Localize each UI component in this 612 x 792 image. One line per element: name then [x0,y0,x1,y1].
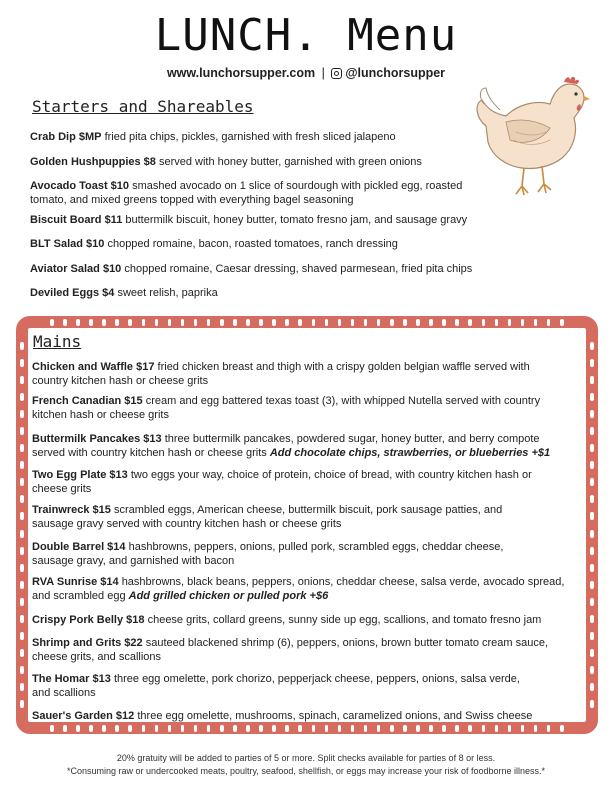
border-dot [590,495,594,503]
border-dot [20,444,24,452]
border-dot [298,319,302,326]
addon-text: Add chocolate chips, strawberries, or blueberries +$1 [269,447,551,459]
starter-item: Crab Dip $MP fried pita chips, pickles, garnished with fresh sliced jalapeno [30,131,396,143]
border-dot [468,319,472,326]
border-dot [455,725,459,732]
border-dot [351,725,355,732]
border-dot [298,725,302,732]
border-dot [590,427,594,435]
border-dot [403,319,407,326]
border-dot [50,319,54,326]
border-dot [590,512,594,520]
border-dot [377,725,381,732]
border-dot [220,319,224,326]
border-dot [590,649,594,657]
border-dot [246,725,250,732]
border-dot [20,581,24,589]
border-dot [590,444,594,452]
main-item: Double Barrel $14 hashbrowns, peppers, onions, pulled pork, scrambled eggs, cheddar cheese, sausage gravy, and garnished with bacon [32,541,504,567]
border-dot [181,319,185,326]
border-dot [20,410,24,418]
border-dot [20,461,24,469]
border-dot [272,319,276,326]
border-dot [233,319,237,326]
main-item: Shrimp and Grits $22 sauteed blackened shrimp (6), peppers, onions, brown butter tomato cream sauce, cheese grits, and scallions [32,637,549,663]
border-dot [20,495,24,503]
starter-item: Aviator Salad $10 chopped romaine, Caesar dressing, shaved parmesean, fried pita chips [30,263,473,275]
border-dot [89,725,93,732]
border-dot [442,319,446,326]
border-dot [20,649,24,657]
border-dot [560,319,564,326]
border-dot [429,725,433,732]
starter-item: Biscuit Board $11 buttermilk biscuit, honey butter, tomato fresno jam, and sausage gravy [30,214,468,226]
border-dot [20,683,24,691]
border-dots-bottom [50,722,564,734]
border-dot [285,319,289,326]
border-dot [590,598,594,606]
border-dot [590,547,594,555]
border-dot [246,319,250,326]
border-dot [508,319,512,326]
border-dot [590,359,594,367]
main-item: Chicken and Waffle $17 fried chicken breast and thigh with a crispy golden belgian waffle served with country kitchen hash or cheese grits [32,361,530,387]
gratuity-note: 20% gratuity will be added to parties of 5 or more. Split checks available for parties of 8 or less. [116,753,496,763]
border-dot [547,725,551,732]
border-dot [590,581,594,589]
border-dot [508,725,512,732]
foodborne-warning: *Consuming raw or undercooked meats, poultry, seafood, shellfish, or eggs may increase your risk of foodborne illness.* [66,766,546,776]
border-dot [534,319,538,326]
border-dot [155,319,159,326]
border-dot [468,725,472,732]
border-dot [495,725,499,732]
border-dot [128,725,132,732]
starter-item: Deviled Eggs $4 sweet relish, paprika [30,287,218,299]
starter-item: Avocado Toast $10 smashed avocado on 1 slice of sourdough with pickled egg, roasted tomato, and mixed greens topped with everything bagel seasoning [30,180,463,206]
border-dot [312,725,316,732]
border-dot [390,725,394,732]
border-dot [259,319,263,326]
border-dot [76,725,80,732]
border-dot [429,319,433,326]
addon-text: Add grilled chicken or pulled pork +$6 [128,590,329,602]
border-dot [102,725,106,732]
border-dot [455,319,459,326]
main-item: Buttermilk Pancakes $13 three buttermilk pancakes, powdered sugar, honey butter, and berry compote served with country kitchen hash or cheese grits Add chocolate chips, strawberries, or blueberries +$1 [32,433,551,459]
border-dot [590,530,594,538]
border-dot [155,725,159,732]
border-dot [547,319,551,326]
border-dot [590,342,594,350]
border-dot [590,700,594,708]
border-dot [207,725,211,732]
border-dot [377,319,381,326]
menu-title: LUNCH. Menu [154,10,458,61]
border-dot [20,393,24,401]
border-dot [194,725,198,732]
main-item: French Canadian $15 cream and egg battered texas toast (3), with whipped Nutella served with country kitchen hash or cheese grits [32,395,541,421]
border-dot [338,319,342,326]
border-dot [590,376,594,384]
border-dot [521,725,525,732]
border-dot [20,376,24,384]
instagram-handle[interactable]: @lunchorsupper [345,66,446,80]
border-dot [442,725,446,732]
border-dot [590,478,594,486]
border-dot [325,319,329,326]
border-dot [194,319,198,326]
border-dot [364,319,368,326]
border-dot [20,700,24,708]
main-item: Trainwreck $15 scrambled eggs, American cheese, buttermilk biscuit, pork sausage patties, and sausage gravy served with country kitchen hash or cheese grits [32,504,503,530]
border-dot [63,725,67,732]
border-dot [89,319,93,326]
separator: | [321,66,325,80]
starters-heading: Starters and Shareables [32,97,254,116]
border-dot [338,725,342,732]
border-dot [115,725,119,732]
border-dot [142,319,146,326]
border-dot [590,393,594,401]
border-dots-right [586,342,598,708]
main-item: Sauer's Garden $12 three egg omelette, mushrooms, spinach, caramelized onions, and Swiss cheese [32,710,533,722]
border-dot [590,683,594,691]
border-dot [259,725,263,732]
border-dot [168,725,172,732]
border-dot [312,319,316,326]
border-dot [76,319,80,326]
border-dot [102,319,106,326]
starter-item: Golden Hushpuppies $8 served with honey butter, garnished with green onions [30,156,422,168]
border-dot [534,725,538,732]
border-dot [416,725,420,732]
main-item: Crispy Pork Belly $18 cheese grits, collard greens, sunny side up egg, scallions, and tomato fresno jam [32,614,542,626]
border-dot [482,319,486,326]
border-dot [220,725,224,732]
chicken-illustration [466,74,592,198]
border-dot [20,564,24,572]
border-dot [590,564,594,572]
border-dot [590,410,594,418]
border-dot [115,319,119,326]
border-dot [207,319,211,326]
border-dot [181,725,185,732]
border-dot [20,547,24,555]
border-dot [233,725,237,732]
border-dot [416,319,420,326]
border-dot [20,666,24,674]
border-dot [20,512,24,520]
border-dot [521,319,525,326]
border-dot [20,478,24,486]
border-dot [168,319,172,326]
border-dot [364,725,368,732]
border-dot [20,598,24,606]
starter-item: BLT Salad $10 chopped romaine, bacon, roasted tomatoes, ranch dressing [30,238,398,250]
border-dot [20,615,24,623]
border-dot [482,725,486,732]
border-dot [390,319,394,326]
border-dot [590,461,594,469]
border-dot [351,319,355,326]
border-dot [20,632,24,640]
border-dot [495,319,499,326]
border-dot [63,319,67,326]
border-dot [142,725,146,732]
border-dot [128,319,132,326]
border-dot [590,666,594,674]
border-dot [20,359,24,367]
website-link[interactable]: www.lunchorsupper.com [166,66,316,80]
border-dots-left [16,342,28,708]
border-dot [20,530,24,538]
border-dot [50,725,54,732]
border-dots-top [50,316,564,328]
border-dot [590,615,594,623]
main-item: The Homar $13 three egg omelette, pork chorizo, pepperjack cheese, peppers, onions, salsa verde, and scallions [32,673,520,699]
border-dot [285,725,289,732]
mains-heading: Mains [33,332,82,351]
main-item: RVA Sunrise $14 hashbrowns, black beans, peppers, onions, cheddar cheese, salsa verde, avocado spread, and scrambled egg Add grilled chicken or pulled pork +$6 [32,576,565,602]
border-dot [590,632,594,640]
instagram-icon [331,68,342,79]
border-dot [560,725,564,732]
main-item: Two Egg Plate $13 two eggs your way, choice of protein, choice of bread, with country kitchen hash or cheese grits [32,469,532,495]
border-dot [403,725,407,732]
border-dot [20,427,24,435]
border-dot [20,342,24,350]
border-dot [272,725,276,732]
border-dot [325,725,329,732]
